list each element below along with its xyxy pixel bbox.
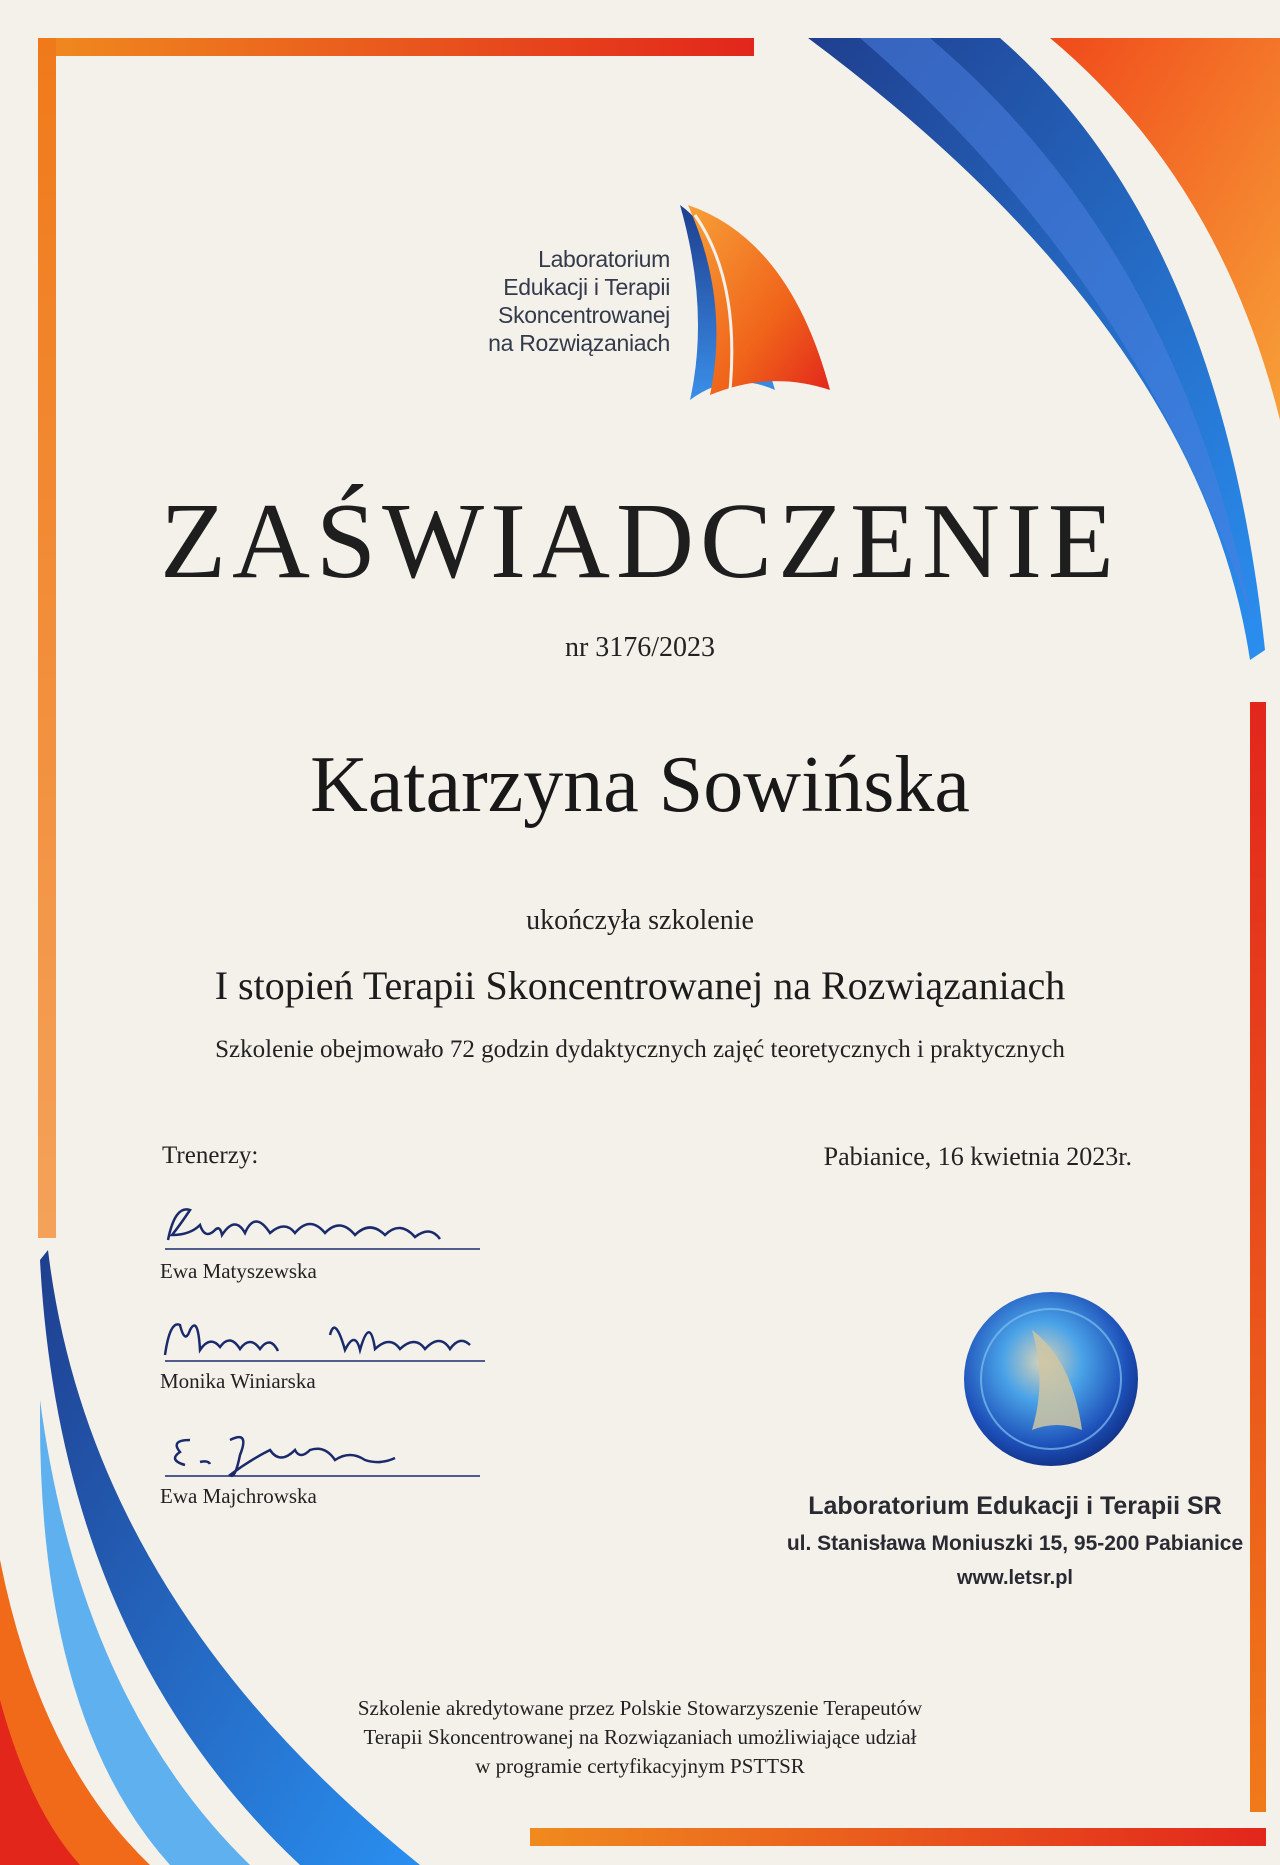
footer-line: Szkolenie akredytowane przez Polskie Stowarzyszenie Terapeutów [357, 1696, 923, 1720]
bottom-border-bar [530, 1828, 1266, 1846]
place-date: Pabianice, 16 kwietnia 2023r. [823, 1142, 1132, 1171]
signature-icon [160, 1195, 490, 1255]
signature-icon [160, 1305, 490, 1365]
course-description: Szkolenie obejmowało 72 godzin dydaktycznych zajęć teoretycznych i praktycznych [215, 1036, 1065, 1063]
course-name: I stopień Terapii Skoncentrowanej na Rozwiązaniach [214, 963, 1066, 1008]
recipient-name: Katarzyna Sowińska [310, 741, 970, 829]
top-border-bar [38, 38, 754, 56]
signature-icon [160, 1420, 490, 1480]
trainer-name: Ewa Majchrowska [160, 1484, 317, 1508]
accreditation-note [320, 1694, 960, 1781]
certificate-title: ZAŚWIADCZENIE [160, 482, 1120, 601]
sail-logo-icon [670, 200, 840, 400]
logo-line: Laboratorium [538, 246, 670, 272]
trainer-signature-block [160, 1195, 490, 1284]
logo-line: Edukacji i Terapii [503, 274, 670, 300]
organization-name: Laboratorium Edukacji i Terapii SR [808, 1492, 1222, 1520]
trainers-label: Trenerzy: [162, 1142, 259, 1169]
logo-line: na Rozwiązaniach [488, 330, 670, 356]
right-border-bar [1250, 702, 1266, 1812]
footer-line: Terapii Skoncentrowanej na Rozwiązaniach umożliwiające udział [363, 1725, 917, 1749]
trainer-name: Ewa Matyszewska [160, 1259, 317, 1283]
organization-address: ul. Stanisława Moniuszki 15, 95-200 Pabianice [786, 1532, 1244, 1555]
logo-text [430, 245, 670, 357]
completed-text: ukończyła szkolenie [526, 905, 754, 936]
hologram-seal-icon [962, 1290, 1140, 1468]
trainer-name: Monika Winiarska [160, 1369, 316, 1393]
footer-line: w programie certyfikacyjnym PSTTSR [475, 1754, 805, 1778]
trainer-signature-block [160, 1305, 490, 1394]
logo-line: Skoncentrowanej [498, 302, 670, 328]
trainer-signature-block [160, 1420, 490, 1509]
certificate-number: nr 3176/2023 [564, 632, 716, 663]
organization-website: www.letsr.pl [957, 1567, 1073, 1589]
